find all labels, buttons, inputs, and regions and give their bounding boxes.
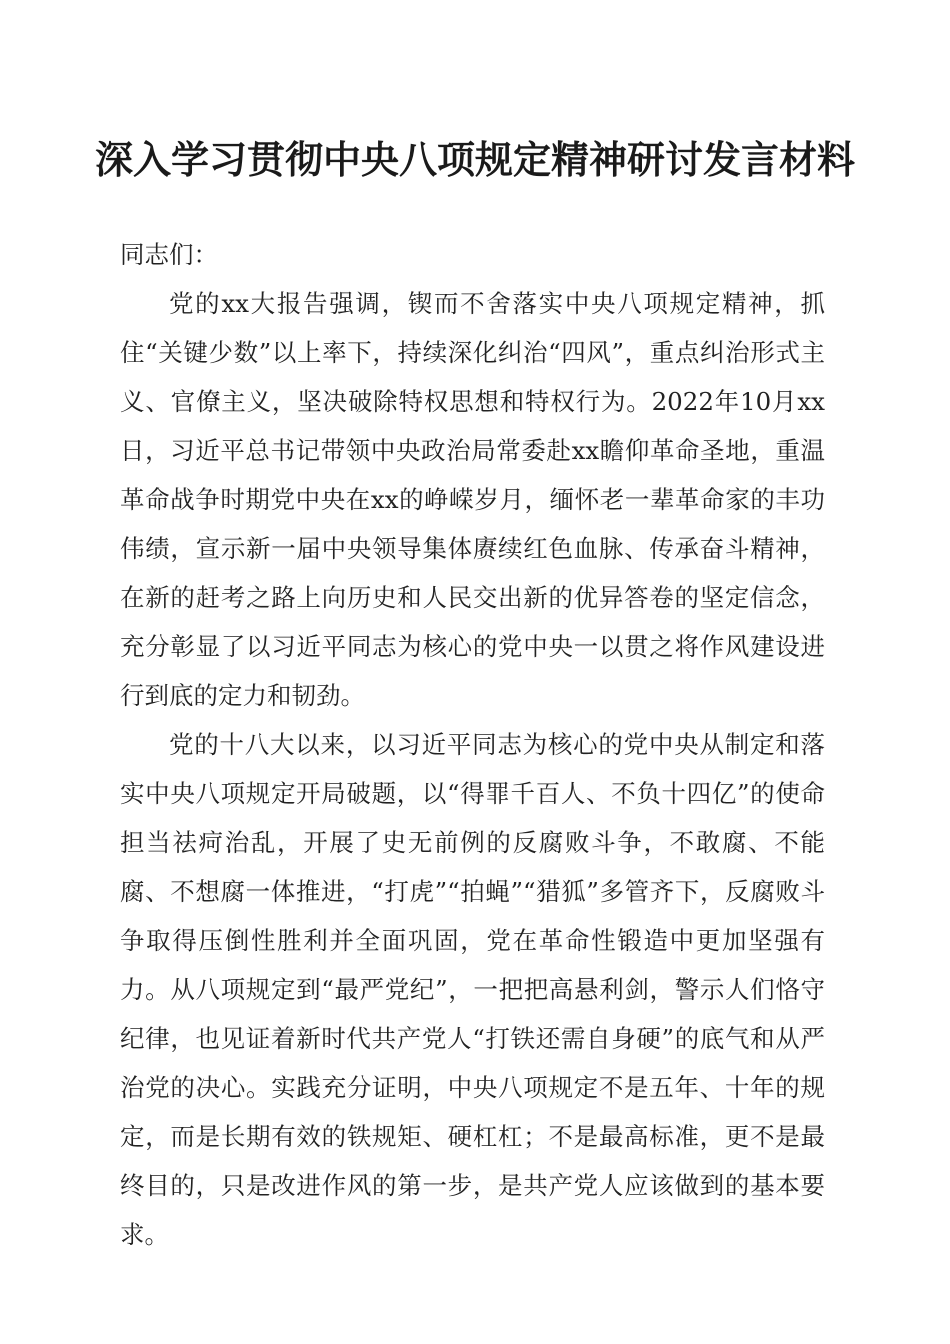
document-title: 深入学习贯彻中央八项规定精神研讨发言材料 [94, 137, 855, 182]
paragraph-1: 党的xx大报告强调，锲而不舍落实中央八项规定精神，抓住“关键少数”以上率下，持续深化纠治“四风”，重点纠治形式主义、官僚主义，坚决破除特权思想和特权行为。2022年10月xx日，习近平总书记带领中央政治局常委赴xx瞻仰革命圣地，重温革命战争时期党中央在xx的峥嵘岁月，缅怀老一辈革命家的丰功伟绩，宣示新一届中央领导集体赓续红色血脉、传承奋斗精神，在新的赶考之路上向历史和人民交出新的优异答卷的坚定信念，充分彰显了以习近平同志为核心的党中央一以贯之将作风建设进行到底的定力和韧劲。 [120, 289, 825, 710]
document-body [120, 230, 825, 1259]
paragraph-2: 党的十八大以来，以习近平同志为核心的党中央从制定和落实中央八项规定开局破题，以“得罪千百人、不负十四亿”的使命担当祛疴治乱，开展了史无前例的反腐败斗争，不敢腐、不能腐、不想腐一体推进，“打虎”“拍蝇”“猎狐”多管齐下，反腐败斗争取得压倒性胜利并全面巩固，党在革命性锻造中更加坚强有力。从八项规定到“最严党纪”，一把把高悬利剑，警示人们恪守纪律，也见证着新时代共产党人“打铁还需自身硬”的底气和从严治党的决心。实践充分证明，中央八项规定不是五年、十年的规定，而是长期有效的铁规矩、硬杠杠；不是最高标准，更不是最终目的，只是改进作风的第一步，是共产党人应该做到的基本要求。 [120, 730, 825, 1249]
salutation: 同志们： [120, 240, 218, 269]
